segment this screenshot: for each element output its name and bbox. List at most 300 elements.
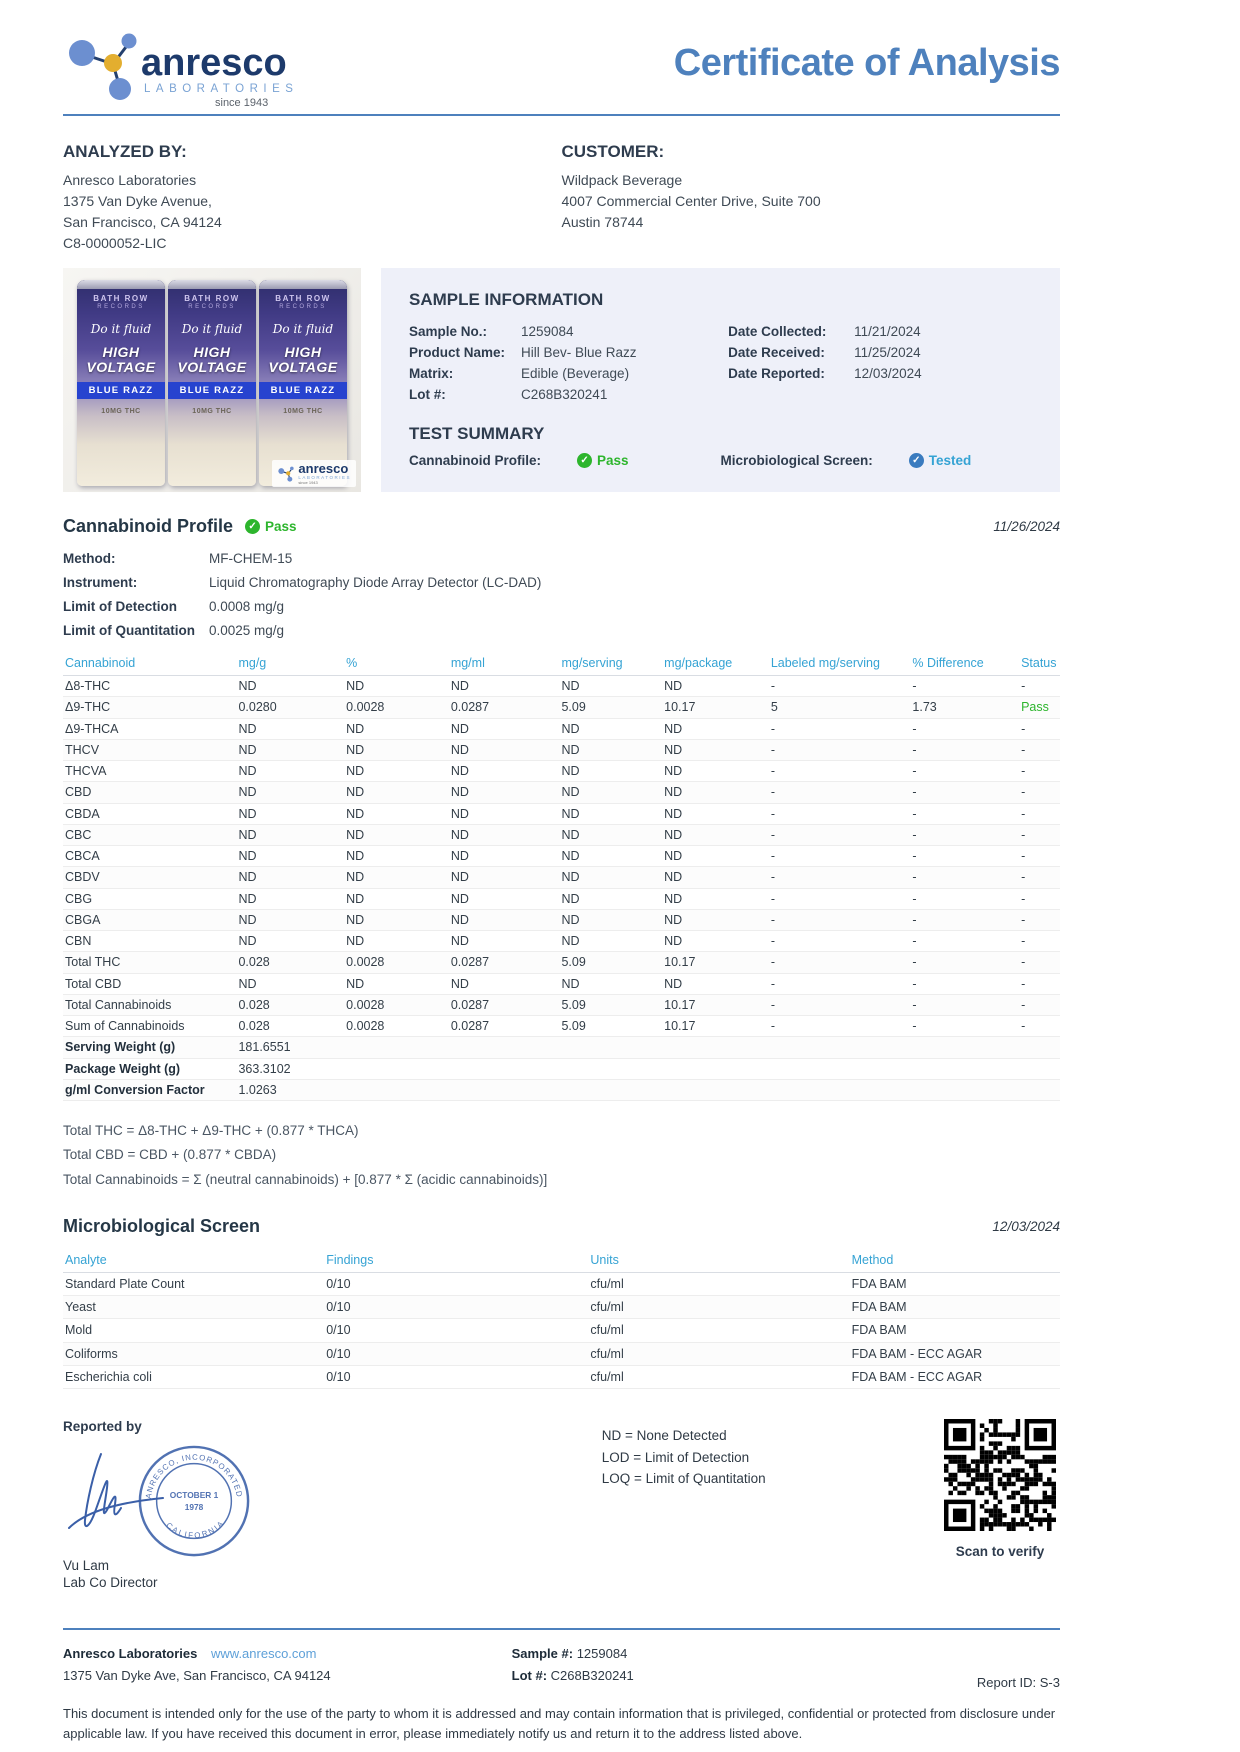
cell-mg-g: ND: [236, 909, 344, 930]
section-title: Microbiological Screen: [63, 1215, 261, 1236]
sample-fields: [409, 322, 728, 406]
cell-mg-ml: [449, 1058, 560, 1079]
can-dose-line: 10MG THC: [101, 408, 141, 416]
cell-mg-serving: 5.09: [559, 1016, 662, 1037]
table-row: [63, 1272, 1060, 1295]
table-row: [63, 782, 1060, 803]
footer-sample: [512, 1646, 977, 1661]
cell-mg-ml: [449, 1079, 560, 1100]
address-line: San Francisco, CA 94124: [63, 214, 222, 230]
cell-mg-ml: ND: [449, 824, 560, 845]
lab-stamp-icon: [135, 1442, 253, 1560]
cell-percent: ND: [344, 867, 449, 888]
check-icon: ✓: [909, 453, 924, 468]
cell-mg-ml: ND: [449, 931, 560, 952]
formula-line: Total THC = Δ8-THC + Δ9-THC + (0.877 * THCA): [63, 1123, 359, 1138]
anresco-logo: [63, 26, 303, 110]
footer-divider: [63, 1628, 1060, 1630]
cell-difference: [910, 1079, 1019, 1100]
cell-mg-package: 10.17: [662, 952, 769, 973]
molecule-node-icon: [69, 40, 95, 66]
sample-field: [409, 343, 728, 364]
lot-label: Lot #:: [511, 1668, 548, 1684]
cell-method: FDA BAM: [850, 1296, 1060, 1319]
cell-analyte: Mold: [63, 1319, 324, 1342]
cell-status: [1019, 1037, 1060, 1058]
cell-mg-g: ND: [236, 803, 344, 824]
cell-percent: ND: [344, 973, 449, 994]
column-header: mg/ml: [449, 652, 560, 676]
parties-row: [63, 142, 1060, 254]
date-field: [728, 322, 1032, 343]
section-title: Cannabinoid Profile: [63, 516, 234, 536]
footer: [63, 1646, 1060, 1690]
cell-cannabinoid: THCV: [63, 739, 236, 760]
cell-mg-package: [662, 1079, 769, 1100]
meta-value: 0.0025 mg/g: [209, 623, 285, 638]
cell-difference: -: [910, 739, 1019, 760]
cell-difference: -: [910, 676, 1019, 697]
field-value: 11/25/2024: [854, 344, 921, 360]
cell-cannabinoid: Total THC: [63, 952, 236, 973]
table-row: [63, 1016, 1060, 1037]
section-date: 12/03/2024: [992, 1218, 1060, 1234]
qr-block: [940, 1419, 1060, 1559]
micro-table-body: [63, 1272, 1060, 1388]
meta-value: Liquid Chromatography Diode Array Detector (LC-DAD): [209, 575, 542, 590]
cell-mg-package: 10.17: [662, 1016, 769, 1037]
qr-caption: Scan to verify: [955, 1544, 1045, 1560]
test-summary-item: [409, 453, 721, 468]
legend-line: LOQ = Limit of Quantitation: [601, 1471, 766, 1487]
cell-mg-serving: [559, 1058, 662, 1079]
cell-cannabinoid: CBG: [63, 888, 236, 909]
stamp-date-line: OCTOBER 1: [169, 1490, 219, 1501]
cell-mg-ml: 0.0287: [449, 1016, 560, 1037]
cell-labeled: -: [769, 931, 911, 952]
address-line: Wildpack Beverage: [561, 172, 683, 188]
table-row: [63, 973, 1060, 994]
cell-mg-package: ND: [662, 782, 769, 803]
status-text: Pass: [597, 452, 629, 468]
table-row: [63, 867, 1060, 888]
cell-percent: ND: [344, 718, 449, 739]
meta-row: [63, 623, 1060, 638]
cell-mg-ml: ND: [449, 718, 560, 739]
cell-mg-ml: ND: [449, 739, 560, 760]
cell-percent: ND: [344, 761, 449, 782]
cell-mg-serving: ND: [559, 909, 662, 930]
cell-mg-serving: ND: [559, 867, 662, 888]
cell-status: -: [1019, 909, 1060, 930]
cell-mg-ml: ND: [449, 846, 560, 867]
field-label: Sample No.:: [409, 324, 488, 339]
table-row: [63, 1037, 1060, 1058]
cell-labeled: -: [769, 909, 911, 930]
cell-difference: 1.73: [910, 697, 1019, 718]
cell-difference: -: [910, 1016, 1019, 1037]
header: [63, 26, 1060, 110]
product-can: BATH ROW RECORDS Do it fluid HIGH VOLTAGE BLUE RAZZ 10MG THC: [168, 280, 256, 486]
table-row: [63, 1079, 1060, 1100]
cell-mg-serving: ND: [559, 931, 662, 952]
cell-mg-package: ND: [662, 973, 769, 994]
cell-percent: [344, 1079, 449, 1100]
meta-value: MF-CHEM-15: [209, 551, 293, 566]
column-header: mg/package: [662, 652, 769, 676]
cell-mg-package: ND: [662, 739, 769, 760]
cell-status: Pass: [1019, 697, 1060, 718]
field-label: Matrix:: [409, 365, 454, 381]
formula-line: Total Cannabinoids = Σ (neutral cannabinoids) + [0.877 * Σ (acidic cannabinoids)]: [63, 1171, 548, 1187]
can-flavor-band: BLUE RAZZ: [77, 382, 165, 399]
cell-status: -: [1019, 931, 1060, 952]
cell-status: -: [1019, 888, 1060, 909]
cell-percent: [344, 1037, 449, 1058]
cell-mg-package: ND: [662, 931, 769, 952]
product-can: BATH ROW RECORDS Do it fluid HIGH VOLTAGE BLUE RAZZ 10MG THC: [259, 280, 347, 486]
cell-mg-g: 363.3102: [236, 1058, 344, 1079]
cell-mg-ml: ND: [449, 973, 560, 994]
field-value: 1259084: [521, 324, 574, 339]
table-row: [63, 1342, 1060, 1365]
date-field: [728, 343, 1032, 364]
table-row: [63, 1296, 1060, 1319]
table-row: [63, 697, 1060, 718]
cell-mg-package: 10.17: [662, 994, 769, 1015]
brand-name: anresco: [141, 42, 287, 84]
customer-heading: CUSTOMER:: [561, 142, 665, 161]
meta-row: [63, 551, 1060, 566]
cell-mg-serving: ND: [559, 718, 662, 739]
cell-percent: ND: [344, 676, 449, 697]
cell-analyte: Yeast: [63, 1296, 324, 1319]
field-label: Lot #:: [409, 386, 446, 402]
sample-field: [409, 322, 728, 343]
field-value: Edible (Beverage): [521, 365, 630, 381]
cell-status: [1019, 1079, 1060, 1100]
table-row: [63, 994, 1060, 1015]
cell-mg-g: 0.028: [236, 952, 344, 973]
cell-percent: ND: [344, 888, 449, 909]
cell-mg-ml: [449, 1037, 560, 1058]
cell-cannabinoid: Δ8-THC: [63, 676, 236, 697]
cell-method: FDA BAM: [850, 1319, 1060, 1342]
molecule-icon: [277, 465, 295, 483]
cell-method: FDA BAM - ECC AGAR: [850, 1342, 1060, 1365]
address-line: 4007 Commercial Center Drive, Suite 700: [561, 193, 821, 209]
sample-field: [409, 385, 728, 406]
cell-percent: 0.0028: [344, 1016, 449, 1037]
cell-units: cfu/ml: [588, 1365, 849, 1388]
svg-text:CALIFORNIA: [164, 1518, 226, 1540]
cell-difference: -: [910, 994, 1019, 1015]
table-row: [63, 846, 1060, 867]
cell-mg-g: 0.028: [236, 1016, 344, 1037]
cell-mg-package: ND: [662, 718, 769, 739]
field-label: Date Collected:: [728, 324, 827, 339]
meta-label: Limit of Detection: [63, 599, 177, 614]
cell-mg-g: ND: [236, 676, 344, 697]
table-row: [63, 952, 1060, 973]
formulas-block: [63, 1119, 1060, 1192]
brand-since: since 1943: [215, 97, 269, 109]
meta-value: 0.0008 mg/g: [209, 599, 285, 614]
cell-findings: 0/10: [324, 1342, 588, 1365]
table-row: [63, 803, 1060, 824]
cell-cannabinoid: CBDA: [63, 803, 236, 824]
brand-since: since 1943: [298, 480, 318, 485]
check-icon: ✓: [577, 453, 592, 468]
cell-percent: [344, 1058, 449, 1079]
cell-status: -: [1019, 1016, 1060, 1037]
status-badge: [245, 519, 297, 534]
cell-status: [1019, 1058, 1060, 1079]
field-value: Hill Bev- Blue Razz: [521, 344, 637, 360]
can-brand-line: RECORDS: [97, 304, 145, 310]
cell-mg-package: ND: [662, 803, 769, 824]
cell-mg-g: ND: [236, 846, 344, 867]
table-row: [63, 761, 1060, 782]
cell-mg-serving: 5.09: [559, 952, 662, 973]
cell-percent: ND: [344, 739, 449, 760]
cell-labeled: -: [769, 739, 911, 760]
cell-difference: -: [910, 718, 1019, 739]
cell-mg-ml: ND: [449, 888, 560, 909]
cell-labeled: -: [769, 761, 911, 782]
field-value: 11/21/2024: [854, 324, 921, 339]
cell-status: -: [1019, 739, 1060, 760]
cell-mg-serving: 5.09: [559, 697, 662, 718]
cell-percent: ND: [344, 931, 449, 952]
cannabinoid-table-header: [63, 652, 1060, 676]
cell-cannabinoid: Sum of Cannabinoids: [63, 1016, 236, 1037]
test-summary-label: Cannabinoid Profile:: [409, 452, 542, 468]
cell-mg-g: 1.0263: [236, 1079, 344, 1100]
check-icon: ✓: [245, 519, 260, 534]
cell-findings: 0/10: [324, 1272, 588, 1295]
cell-cannabinoid: Total CBD: [63, 973, 236, 994]
cell-mg-serving: ND: [559, 846, 662, 867]
table-row: [63, 909, 1060, 930]
cell-percent: 0.0028: [344, 697, 449, 718]
meta-row: [63, 575, 1060, 590]
cell-mg-package: ND: [662, 888, 769, 909]
table-row: [63, 824, 1060, 845]
can-product-name: HIGH VOLTAGE: [86, 344, 156, 376]
cell-cannabinoid: Δ9-THC: [63, 697, 236, 718]
disclaimer-text: This document is intended only for the use of the party to whom it is addressed and may contain information that is privileged, confidential or protected from disclosure under applicable law. If you have received this document in error, please immediately notify us and return it to the address listed above.: [63, 1706, 1056, 1742]
cell-mg-ml: ND: [449, 803, 560, 824]
reporter-title: Lab Co Director: [63, 1575, 158, 1591]
meta-label: Method:: [63, 551, 116, 566]
status-text: Tested: [928, 452, 972, 468]
analyzed-by-heading: ANALYZED BY:: [63, 142, 187, 161]
cell-mg-g: ND: [236, 867, 344, 888]
cell-mg-serving: 5.09: [559, 994, 662, 1015]
table-row: [63, 888, 1060, 909]
customer-block: [562, 142, 1061, 254]
qr-code: [940, 1419, 1060, 1536]
customer-lines: [562, 170, 1061, 233]
can-script-line: Do it fluid: [90, 322, 152, 336]
method-meta: [63, 551, 1060, 638]
cell-labeled: -: [769, 824, 911, 845]
column-header: Cannabinoid: [63, 652, 236, 676]
cell-labeled: -: [769, 718, 911, 739]
cell-cannabinoid: CBD: [63, 782, 236, 803]
cell-difference: -: [910, 931, 1019, 952]
test-summary-label: Microbiological Screen:: [720, 452, 873, 468]
cell-labeled: [769, 1079, 911, 1100]
test-summary-item: [721, 453, 1033, 468]
column-header: mg/serving: [559, 652, 662, 676]
footer-lot: [512, 1668, 977, 1683]
cell-difference: -: [910, 846, 1019, 867]
cell-mg-serving: ND: [559, 739, 662, 760]
address-line: Austin 78744: [561, 214, 644, 230]
cell-status: -: [1019, 846, 1060, 867]
cell-labeled: 5: [769, 697, 911, 718]
cell-mg-package: ND: [662, 761, 769, 782]
cell-percent: ND: [344, 824, 449, 845]
reported-by-heading: Reported by: [63, 1419, 142, 1435]
cell-mg-package: ND: [662, 846, 769, 867]
cell-units: cfu/ml: [588, 1272, 849, 1295]
cell-mg-ml: ND: [449, 909, 560, 930]
cell-labeled: [769, 1037, 911, 1058]
cell-status: -: [1019, 782, 1060, 803]
cannabinoid-table: [63, 652, 1060, 1101]
sample-information-box: [381, 268, 1060, 492]
table-row: [63, 718, 1060, 739]
status-badge: [909, 453, 972, 468]
cell-mg-package: [662, 1037, 769, 1058]
cell-status: -: [1019, 867, 1060, 888]
cell-difference: -: [910, 973, 1019, 994]
cell-status: -: [1019, 761, 1060, 782]
cell-status: -: [1019, 676, 1060, 697]
field-value: C268B320241: [521, 386, 608, 402]
cell-labeled: -: [769, 888, 911, 909]
cell-findings: 0/10: [324, 1296, 588, 1319]
cell-labeled: [769, 1058, 911, 1079]
cell-status: -: [1019, 973, 1060, 994]
footer-company: Anresco Laboratories: [63, 1646, 198, 1662]
signature-zone: [63, 1438, 482, 1556]
cell-mg-g: ND: [236, 888, 344, 909]
cell-percent: ND: [344, 803, 449, 824]
lot-value: C268B320241: [550, 1668, 634, 1684]
cell-labeled: -: [769, 803, 911, 824]
can-lid: [168, 280, 256, 289]
cell-cannabinoid: Δ9-THCA: [63, 718, 236, 739]
table-row: [63, 1365, 1060, 1388]
page-title: Certificate of Analysis: [673, 42, 1060, 84]
field-value: 12/03/2024: [854, 365, 922, 381]
cell-mg-g: 181.6551: [236, 1037, 344, 1058]
product-photo: [63, 268, 361, 492]
website-link[interactable]: www.anresco.com: [211, 1646, 317, 1662]
table-row: [63, 676, 1060, 697]
table-row: [63, 739, 1060, 760]
cell-mg-package: 10.17: [662, 697, 769, 718]
cell-units: cfu/ml: [588, 1342, 849, 1365]
cell-cannabinoid: CBC: [63, 824, 236, 845]
cell-status: -: [1019, 803, 1060, 824]
cell-mg-g: ND: [236, 824, 344, 845]
cell-percent: ND: [344, 846, 449, 867]
cell-cannabinoid: Serving Weight (g): [63, 1037, 236, 1058]
cell-findings: 0/10: [324, 1365, 588, 1388]
cell-difference: -: [910, 909, 1019, 930]
stamp-year-line: 1978: [184, 1501, 204, 1512]
cell-mg-package: ND: [662, 909, 769, 930]
cell-labeled: -: [769, 1016, 911, 1037]
cell-difference: [910, 1058, 1019, 1079]
field-label: Date Received:: [728, 344, 825, 360]
cell-cannabinoid: Total Cannabinoids: [63, 994, 236, 1015]
photo-watermark-logo: [272, 460, 356, 487]
cell-mg-g: 0.028: [236, 994, 344, 1015]
cell-units: cfu/ml: [588, 1319, 849, 1342]
test-summary-heading: TEST SUMMARY: [409, 423, 545, 443]
cell-findings: 0/10: [324, 1319, 588, 1342]
cell-status: -: [1019, 952, 1060, 973]
cell-cannabinoid: CBCA: [63, 846, 236, 867]
cell-mg-package: ND: [662, 676, 769, 697]
microbiological-screen-header: [63, 1216, 1060, 1237]
micro-table-header: [63, 1249, 1060, 1273]
cell-difference: -: [910, 952, 1019, 973]
cell-difference: -: [910, 867, 1019, 888]
test-summary-items: [409, 453, 1032, 468]
cell-labeled: -: [769, 952, 911, 973]
analyzed-by-lines: [63, 170, 562, 254]
column-header: Units: [588, 1249, 849, 1273]
cell-mg-ml: ND: [449, 761, 560, 782]
reporter-name: Vu Lam: [63, 1558, 110, 1574]
cell-mg-g: ND: [236, 761, 344, 782]
table-row: [63, 1058, 1060, 1079]
can-lid: [259, 280, 347, 289]
cell-difference: -: [910, 824, 1019, 845]
cell-mg-ml: ND: [449, 676, 560, 697]
cell-mg-serving: ND: [559, 888, 662, 909]
cell-labeled: -: [769, 973, 911, 994]
sample-value: 1259084: [576, 1646, 628, 1662]
can-brand-line: BATH ROW: [93, 294, 149, 303]
table-row: [63, 931, 1060, 952]
cell-analyte: Standard Plate Count: [63, 1272, 324, 1295]
cell-mg-serving: ND: [559, 824, 662, 845]
cell-mg-g: ND: [236, 973, 344, 994]
cell-method: FDA BAM: [850, 1272, 1060, 1295]
can-lid: [77, 280, 165, 289]
header-divider: [63, 114, 1060, 116]
column-header: Status: [1019, 652, 1060, 676]
cell-labeled: -: [769, 867, 911, 888]
meta-row: [63, 599, 1060, 614]
field-label: Date Reported:: [728, 365, 825, 381]
table-row: [63, 1319, 1060, 1342]
cell-percent: ND: [344, 782, 449, 803]
sample-information-heading: SAMPLE INFORMATION: [409, 290, 604, 309]
legend-line: LOD = Limit of Detection: [601, 1449, 750, 1465]
sample-band: [63, 268, 1060, 492]
section-date: 11/26/2024: [993, 519, 1060, 534]
cannabinoid-profile-header: [63, 516, 1060, 537]
